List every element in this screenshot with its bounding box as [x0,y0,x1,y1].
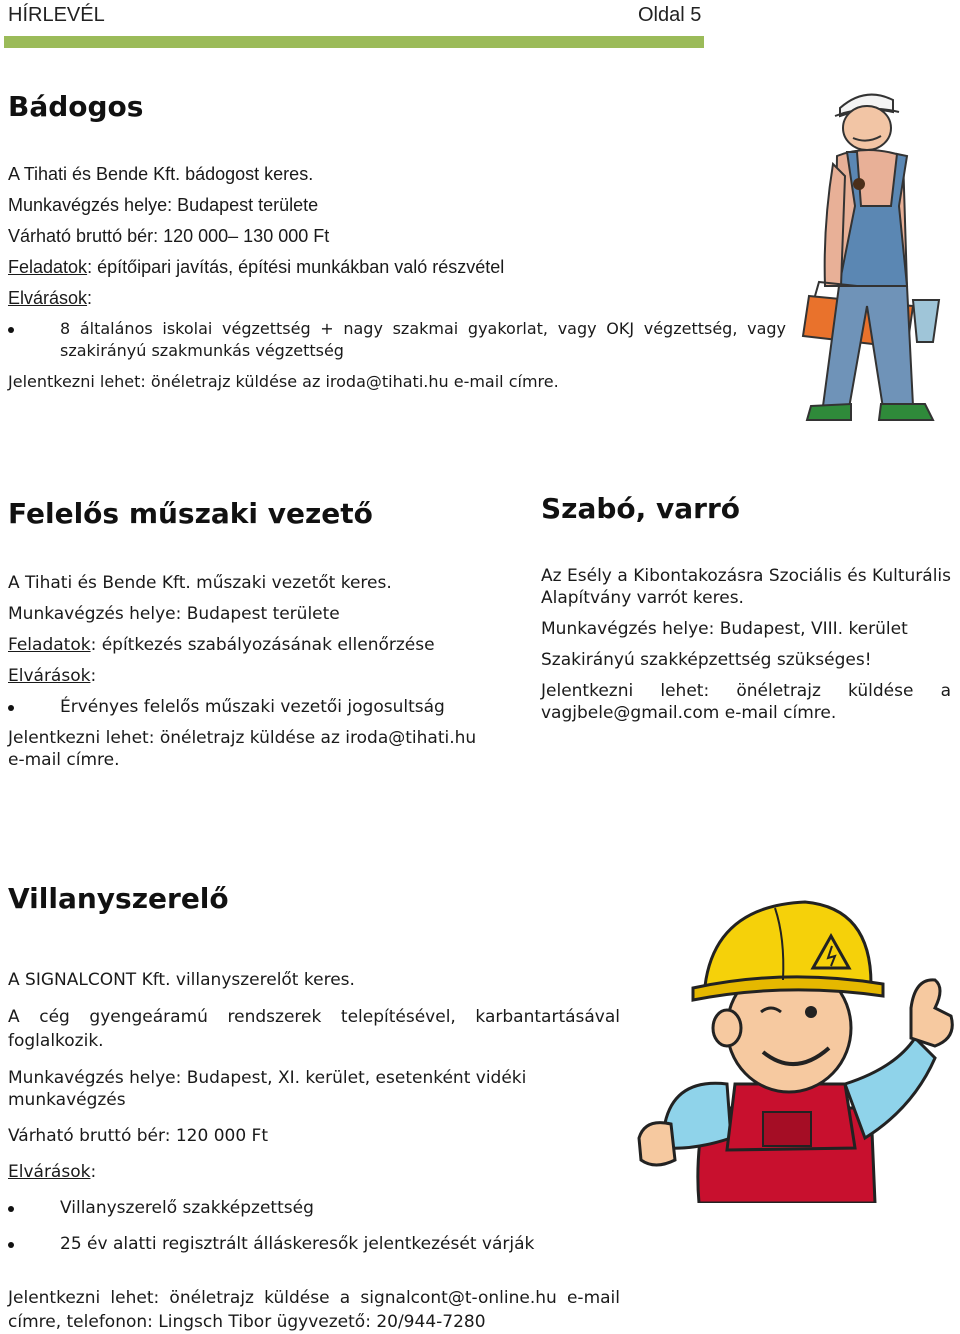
req-colon: : [87,288,93,308]
bullet-text: Érvényes felelős műszaki vezetői jogosultság [60,697,445,717]
req-label: Elvárások [8,288,88,308]
felelos-tasks [8,634,488,656]
szabo-body [541,565,951,724]
badogos-bullet [8,318,786,362]
badogos-body [8,163,788,317]
newsletter-label: HÍRLEVÉL [8,4,105,26]
bullet-text: Villanyszerelő szakképzettség [60,1198,314,1218]
felelos-body [8,572,488,771]
req-label: Elvárások [8,1162,91,1182]
tasks-text: : építkezés szabályozásának ellenőrzése [90,635,435,655]
felelos-location: Munkavégzés helye: Budapest területe [8,604,340,624]
tasks-label: Feladatok [8,635,91,655]
tinsmith-illustration [795,86,955,428]
villany-location: Munkavégzés helye: Budapest, XI. kerület, esetenként vidéki munkavégzés [8,1068,527,1110]
badogos-intro: A Tihati és Bende Kft. bádogost keres. [8,164,314,184]
bullet-text: 25 év alatti regisztrált álláskeresők jelentkezését várják [60,1234,535,1254]
villany-requirements-label [8,1161,620,1183]
bullet-dot [8,1206,14,1212]
badogos-requirements-label [8,287,788,309]
badogos-location: Munkavégzés helye: Budapest területe [8,195,319,215]
header-divider [4,36,704,48]
req-colon: : [90,1162,97,1182]
felelos-intro: A Tihati és Bende Kft. műszaki vezetőt keres. [8,573,392,593]
section-title-villany: Villanyszerelő [8,882,229,915]
page-number: Oldal 5 [638,4,702,26]
felelos-bullet [8,696,488,718]
tasks-text: : építőipari javítás, építési munkákban való részvétel [87,257,505,277]
villany-apply: Jelentkezni lehet: önéletrajz küldése a signalcont@t-online.hu e-mail címre, telefonon: Lingsch Tibor ügyvezető: 20/944-7280 [8,1288,620,1332]
szabo-apply: Jelentkezni lehet: önéletrajz küldése a vagjbele@gmail.com e-mail címre. [541,681,951,723]
req-colon: : [90,666,97,686]
felelos-apply-2: e-mail címre. [8,750,120,770]
section-title-felelos: Felelős műszaki vezető [8,497,373,530]
bullet-dot [8,705,14,711]
bullet-dot [8,1242,14,1248]
felelos-requirements-label [8,665,488,687]
villany-company: A cég gyengeáramú rendszerek telepítésével, karbantartásával foglalkozik. [8,1007,620,1051]
villany-salary: Várható bruttó bér: 120 000 Ft [8,1126,268,1146]
villany-intro: A SIGNALCONT Kft. villanyszerelőt keres. [8,970,355,990]
villany-body [8,969,620,1255]
badogos-apply: Jelentkezni lehet: önéletrajz küldése az iroda@tihati.hu e-mail címre. [8,372,559,391]
badogos-tasks [8,256,788,278]
felelos-apply-1: Jelentkezni lehet: önéletrajz küldése az iroda@tihati.hu [8,728,477,748]
bullet-dot [8,327,14,333]
bullet-text: 8 általános iskolai végzettség + nagy szakmai gyakorlat, vagy OKJ végzettség, vagy szakirányú szakmunkás végzettség [60,319,786,360]
szabo-intro: Az Esély a Kibontakozásra Szociális és Kulturális Alapítvány varrót keres. [541,566,951,608]
section-title-badogos: Bádogos [8,90,144,123]
section-title-szabo: Szabó, varró [541,492,741,525]
szabo-requirement: Szakirányú szakképzettség szükséges! [541,650,872,670]
tasks-label: Feladatok [8,257,88,277]
req-label: Elvárások [8,666,91,686]
villany-bullet-1 [8,1197,620,1219]
electrician-illustration [635,888,957,1203]
villany-bullet-2 [8,1233,620,1255]
szabo-location: Munkavégzés helye: Budapest, VIII. kerület [541,619,908,639]
badogos-salary: Várható bruttó bér: 120 000– 130 000 Ft [8,226,330,246]
